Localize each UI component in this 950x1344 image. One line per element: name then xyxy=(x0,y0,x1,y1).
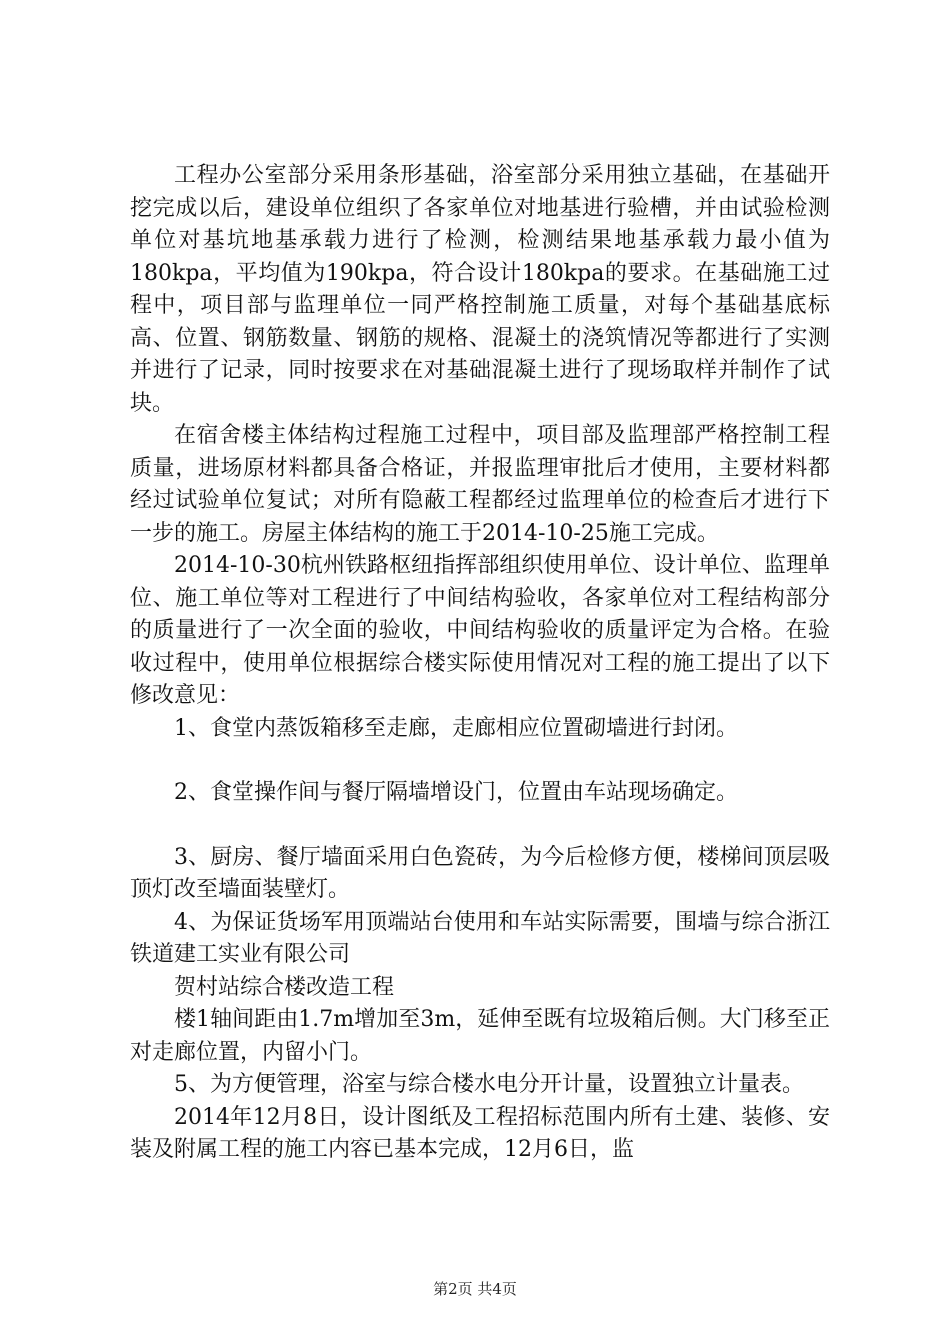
list-item-1: 1、食堂内蒸饭箱移至走廊，走廊相应位置砌墙进行封闭。 xyxy=(174,715,738,741)
project-name-line: 贺村站综合楼改造工程 xyxy=(174,974,395,1000)
document-body xyxy=(130,160,830,1167)
paragraph-foundation: 工程办公室部分采用条形基础，浴室部分采用独立基础，在基础开挖完成以后，建设单位组织了各家单位对地基进行验槽，并由试验检测单位对基坑地基承载力进行了检测，检测结果地基承载力最小值为180kpa，平均值为190kpa，符合设计180kpa的要求。在基础施工过程中，项目部与监理单位一同严格控制施工质量，对每个基础基底标高、位置、钢筋数量、钢筋的规格、混凝土的浇筑情况等都进行了实测并进行了记录，同时按要求在对基础混凝土进行了现场取样并制作了试块。 xyxy=(130,163,830,416)
list-item-4: 4、为保证货场军用顶端站台使用和车站实际需要，围墙与综合浙江铁道建工实业有限公司 xyxy=(130,909,830,967)
list-item-4-continued: 楼1轴间距由1.7m增加至3m，延伸至既有垃圾箱后侧。大门移至正对走廊位置，内留小门。 xyxy=(130,1007,830,1065)
page-number-footer: 第2页 共4页 xyxy=(433,1280,517,1298)
list-item-5: 5、为方便管理，浴室与综合楼水电分开计量，设置独立计量表。 xyxy=(174,1072,804,1097)
paragraph-acceptance: 2014-10-30杭州铁路枢纽指挥部组织使用单位、设计单位、监理单位、施工单位等对工程进行了中间结构验收，各家单位对工程结构部分的质量进行了一次全面的验收，中间结构验收的质量评定为合格。在验收过程中，使用单位根据综合楼实际使用情况对工程的施工提出了以下修改意见： xyxy=(130,553,830,708)
list-item-3: 3、厨房、餐厅墙面采用白色瓷砖，为今后检修方便，楼梯间顶层吸顶灯改至墙面装壁灯。 xyxy=(130,844,830,902)
list-item-2: 2、食堂操作间与餐厅隔墙增设门，位置由车站现场确定。 xyxy=(174,780,738,805)
paragraph-completion: 2014年12月8日，设计图纸及工程招标范围内所有土建、装修、安装及附属工程的施工内容已基本完成，12月6日，监 xyxy=(130,1104,830,1162)
paragraph-main-structure: 在宿舍楼主体结构过程施工过程中，项目部及监理部严格控制工程质量，进场原材料都具备合格证，并报监理审批后才使用，主要材料都经过试验单位复试；对所有隐蔽工程都经过监理单位的检查后才进行下一步的施工。房屋主体结构的施工于2014-10-25施工完成。 xyxy=(130,423,830,546)
